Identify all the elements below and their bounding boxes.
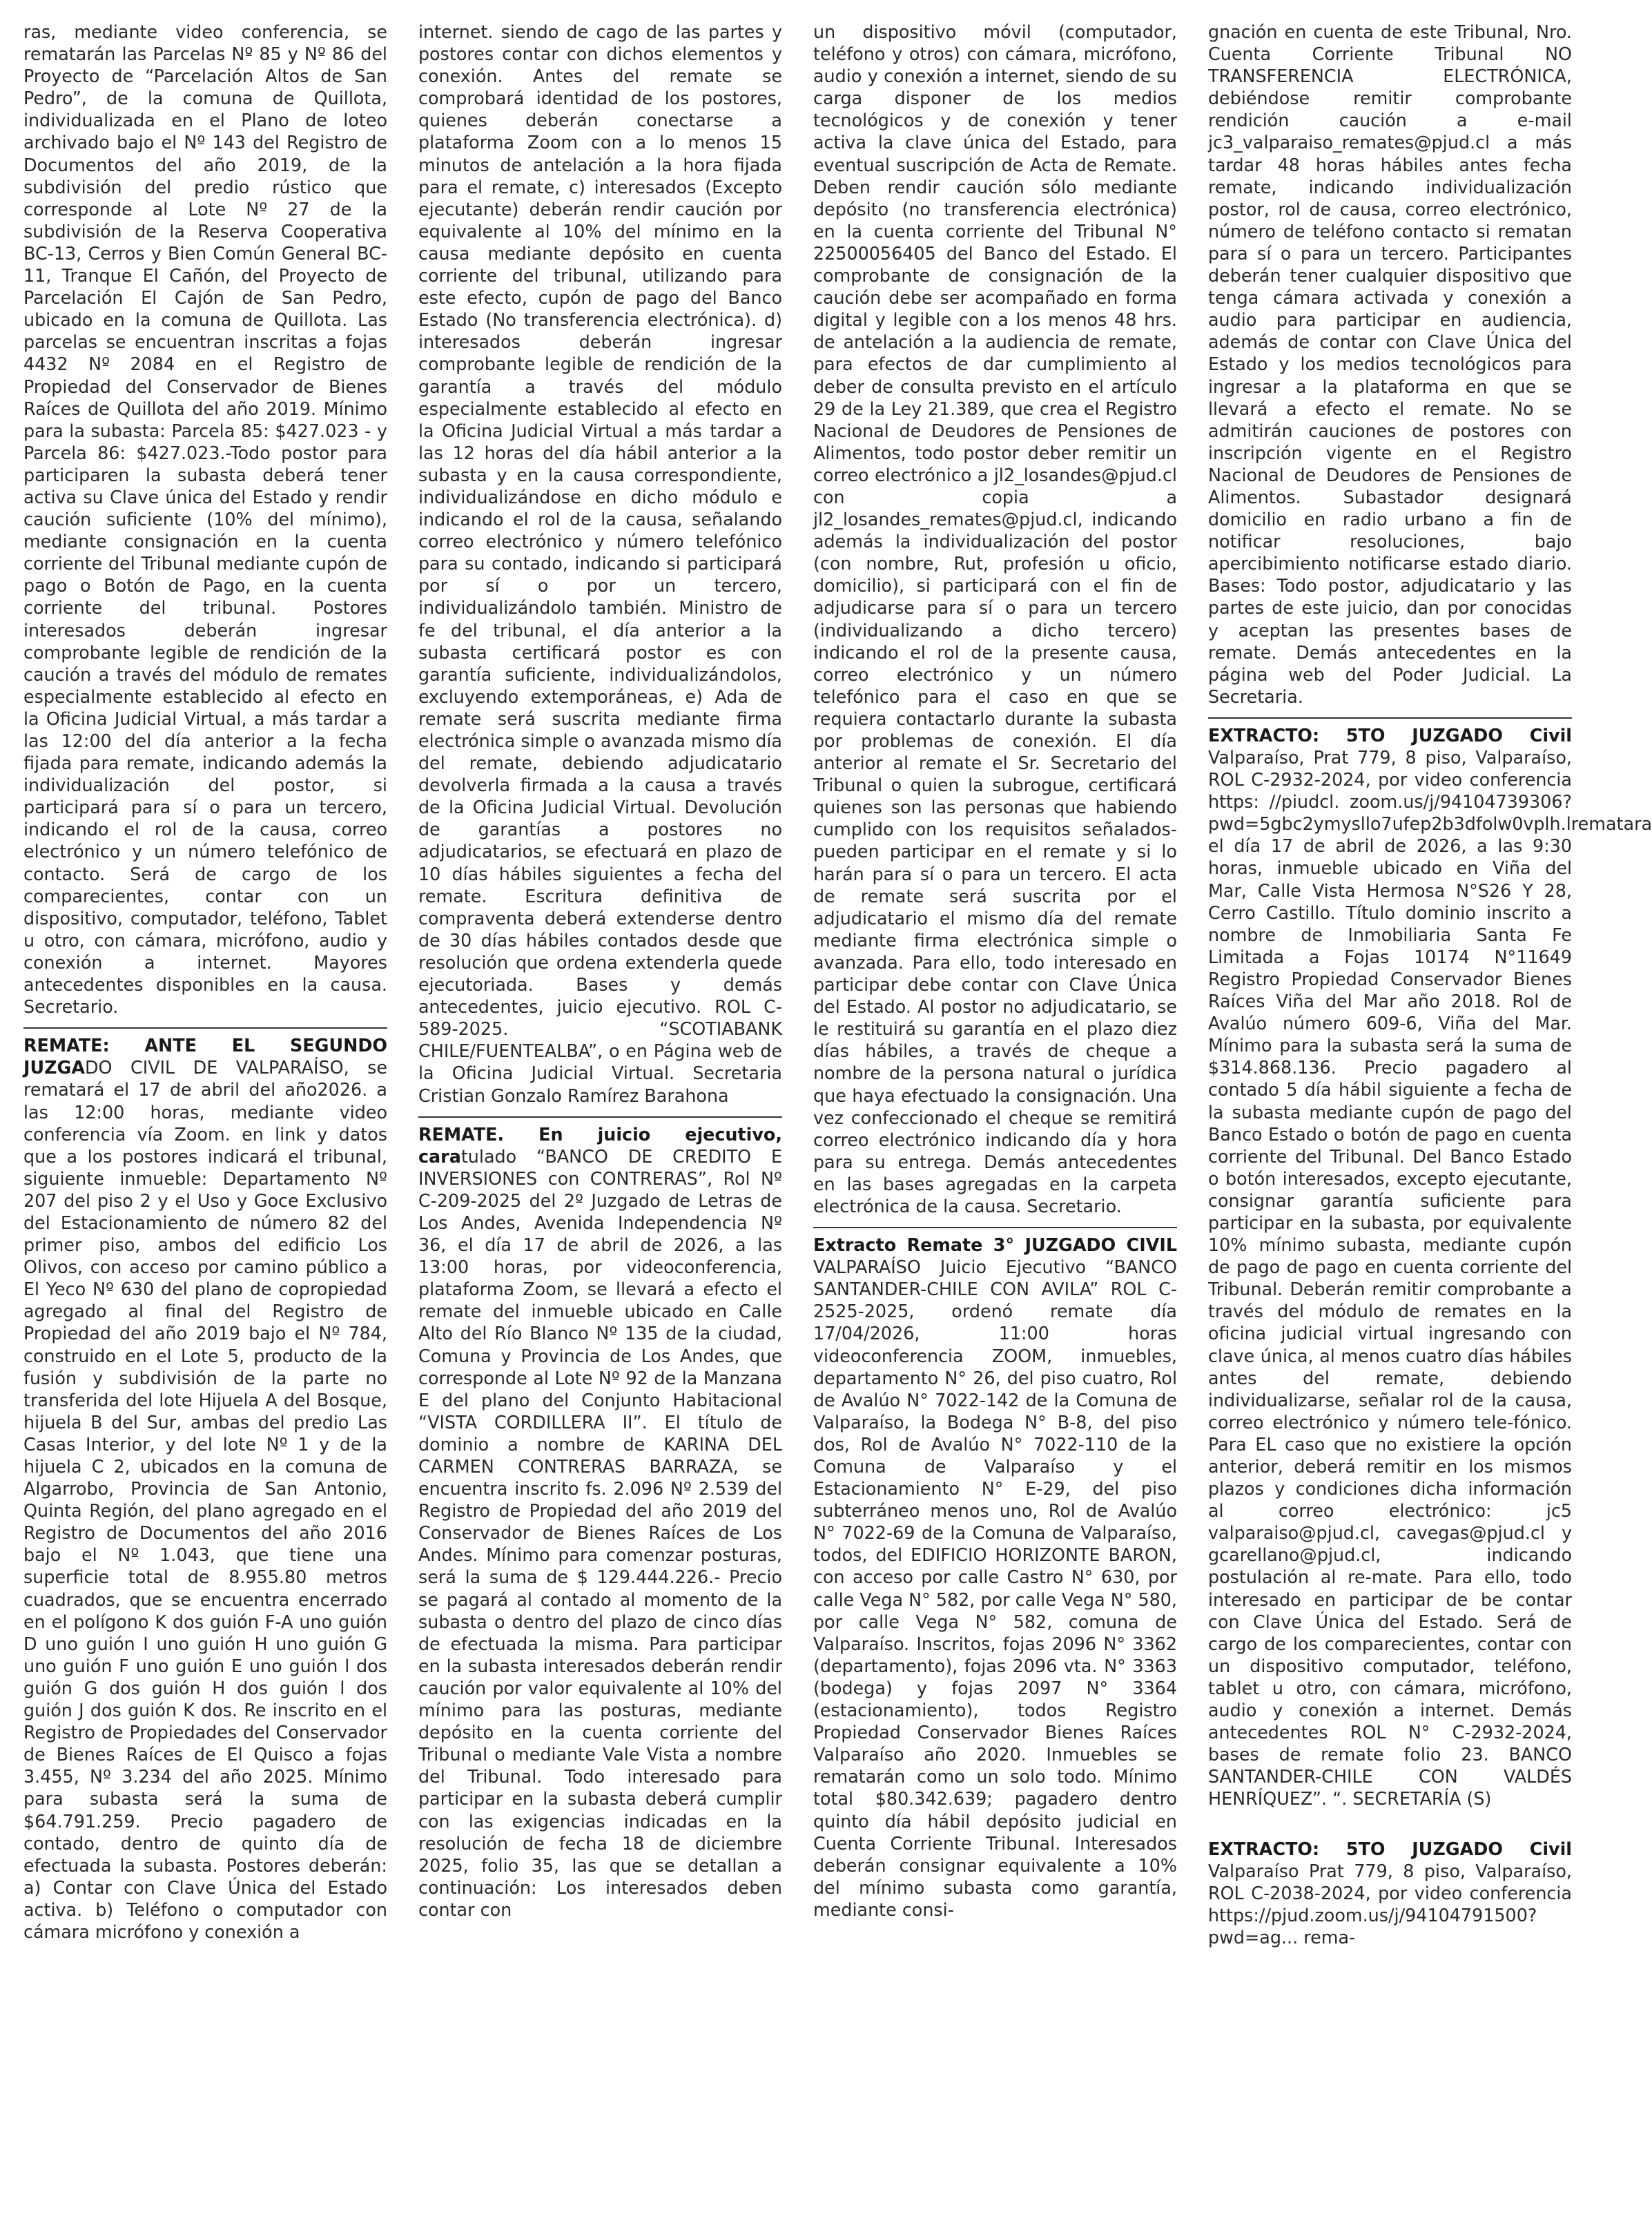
notice-divider xyxy=(1208,717,1572,719)
notice-body: DO CIVIL DE VALPARAÍSO, se rematará el 17 de abril del año2026. a las 12:00 horas, mediante video conferencia vía Zoom. en link y datos que a los postores indicará el tribunal, siguiente inmueble: Departamento Nº 207 del piso 2 y el Uso y Goce Exclusivo del Estacionamiento de número 82 del primer piso, ambos del edificio Los Olivos, con acceso por camino público a El Yeco Nº 630 del plano de copropiedad agregado al final del Registro de Propiedad del año 2019 bajo el Nº 784, construido en el Lote 5, producto de la fusión y subdivisión de la parte no transferida del lote Hijuela A del Bosque, hijuela B del Sur, ambas del predio Las Casas Interior, y del lote Nº 1 y de la hijuela C 2, ubicados en la comuna de Algarrobo, Provincia de San Antonio, Quinta Región, del plano agregado en el Registro de Documentos del año 2016 bajo el Nº 1.043, que tiene una superficie total de 8.955.80 metros cuadrados, que se encuentra encerrado en el polígono K dos guión F-A uno guión D uno guión I uno guión H uno guión G uno guión F uno guión E uno guión l dos guión G dos guión H dos guión l dos guión J dos guión K dos. Re inscrito en el Registro de Propiedades del Conservador de Bienes Raíces de El Quisco a fojas 3.455, Nº 3.234 del año 2025. Mínimo para subasta será la suma de $64.791.259. Precio pagadero de contado, dentro de quinto día de efectuada la subasta. Postores deberán: a) Contar con Clave Única del Estado activa. b) Teléfono o computador con cámara micrófono y conexión a xyxy=(23,1057,387,1942)
notice-paragraph xyxy=(1208,724,1652,1810)
notice-los-andes-continuation xyxy=(813,21,1177,1217)
notice-divider xyxy=(23,1027,387,1029)
notice-spacer xyxy=(1208,1810,1572,1838)
notice-heading: EXTRACTO: 5TO JUZGADO Civil xyxy=(1208,1838,1572,1859)
column-2 xyxy=(418,21,782,2230)
notice-body: internet. siendo de cago de las partes y postores contar con dichos elementos y conexión. Antes del remate se comprobará identidad de los postores, quienes deberán conectarse a plataforma Zoom con a lo menos 15 minutos de antelación a la hora fijada para el remate, c) interesados (Excepto ejecutante) deberán rendir caución por equivalente al 10% del mínimo en la causa mediante depósito en cuenta corriente del tribunal, utilizando para este efecto, cupón de pago del Banco Estado (No transferencia electrónica). d) interesados deberán ingresar comprobante legible de rendición de la garantía a través del módulo especialmente establecido al efecto en la Oficina Judicial Virtual a más tardar a las 12 horas del día hábil anterior a la subasta y en la causa correspondiente, individualizándose en dicho módulo e indicando el rol de la causa, señalando correo electrónico y número telefónico para su contado, indicando si participará por sí o por un tercero, individualizándolo también. Ministro de fe del tribunal, el día anterior a la subasta certificará postor es con garantía suficiente, individualizándolos, excluyendo extemporáneas, e) Ada de remate será suscrita mediante firma electrónica simple o avanzada mismo día del remate, debiendo adjudicatario devolverla firmada a la causa a través de la Oficina Judicial Virtual. Devolución de garantías a postores no adjudicatarios, se efectuará en plazo de 10 días hábiles siguientes a fecha del remate. Escritura definitiva de compraventa deberá extenderse dentro de 30 días hábiles contados desde que resolución que ordena extenderla quede ejecutoriada. Bases y demás antecedentes, juicio ejecutivo. ROL C-589-2025. “SCOTIABANK CHILE/FUENTEALBA”, o en Página web de la Oficina Judicial Virtual. Secretaria Cristian Gonzalo Ramírez Barahona xyxy=(418,21,782,1106)
notice-body: ras, mediante video conferencia, se rematarán las Parcelas Nº 85 y Nº 86 del Proyecto de “Parcelación Altos de San Pedro”, de la comuna de Quillota, individualizada en el Plano de loteo archivado bajo el Nº 143 del Registro de Documentos del año 2019, de la subdivisión del predio rústico que corresponde al Lote Nº 27 de la subdivisión de la Reserva Cooperativa BC-13, Cerros y Bien Común General BC-11, Tranque El Cañón, del Proyecto de Parcelación El Cajón de San Pedro, ubicado en la comuna de Quillota. Las parcelas se encuentran inscritas a fojas 4432 Nº 2084 en el Registro de Propiedad del Conservador de Bienes Raíces de Quillota del año 2019. Mínimo para la subasta: Parcela 85: $427.023 - y Parcela 86: $427.023.-Todo postor para participaren la subasta deberá tener activa su Clave única del Estado y rendir caución suficiente (10% del mínimo), mediante consignación en la cuenta corriente del Tribunal mediante cupón de pago o Botón de Pago, en la cuenta corriente del tribunal. Postores interesados deberán ingresar comprobante legible de rendición de la caución a través del módulo de remates especialmente establecido al efecto en la Oficina Judicial Virtual, a más tardar a las 12:00 del día anterior a la fecha fijada para remate, indicando además la individualización del postor, si participará para sí o para un tercero, indicando el rol de la causa, correo electrónico y un número telefónico de contacto. Será de cargo de los comparecientes, contar con un dispositivo, computador, teléfono, Tablet u otro, con cámara, micrófono, audio y conexión a internet. Mayores antecedentes disponibles en la causa. Secretario. xyxy=(23,21,387,1018)
notice-body: tulado “BANCO DE CREDITO E INVERSIONES con CONTRERAS”, Rol Nº C-209-2025 del 2º Juzgado de Letras de Los Andes, Avenida Independencia Nº 36, el día 17 de abril de 2026, a las 13:00 horas, por videoconferencia, plataforma Zoom, se llevará a efecto el remate del inmueble ubicado en Calle Alto del Río Blanco Nº 135 de la ciudad, Comuna y Provincia de Los Andes, que corresponde al Lote Nº 92 de la Manzana E del plano del Conjunto Habitacional “VISTA CORDILLERA II”. El título de dominio a nombre de KARINA DEL CARMEN CONTRERAS BARRAZA, se encuentra inscrito fs. 2.096 Nº 2.539 del Registro de Propiedad del año 2019 del Conservador de Bienes Raíces de Los Andes. Mínimo para comenzar posturas, será la suma de $ 129.444.226.- Precio se pagará al contado al momento de la subasta o dentro del plazo de cinco días de efectuada la misma. Para participar en la subasta interesados deberán rendir caución por valor equivalente al 10% del mínimo para las posturas, mediante depósito en la cuenta corriente del Tribunal o mediante Vale Vista a nombre del Tribunal. Todo interesado para participar en la subasta deberá cumplir con las exigencias indicadas en la resolución de fecha 18 de diciembre 2025, folio 35, las que se detallan a continuación: Los interesados deben contar con xyxy=(418,1145,782,1920)
notice-quinto-juzgado-c2932 xyxy=(1208,724,1652,1810)
notice-quillota-parcelas xyxy=(23,21,387,1018)
notice-heading: Extracto Remate 3° JUZGADO CIVIL xyxy=(813,1234,1177,1256)
notice-body: Valparaíso, Prat 779, 8 piso, Valparaíso, ROL C-2932-2024, por video conferencia https: //piudcl. zoom.us/j/94104739306?pwd=5gbc2ymysllo7ufep2b3dfolw0vplh.lrematara el día 17 de abril de 2026, a las 9:30 horas, inmueble ubicado en Viña del Mar, Calle Vista Hermosa N°S26 Y 28, Cerro Castillo. Título dominio inscrito a nombre de Inmobiliaria Santa Fe Limitada a Fojas 10174 N°11649 Registro Propiedad Conservador Bienes Raíces Viña del Mar año 2018. Rol de Avalúo número 609-6, Viña del Mar. Mínimo para la subasta será la suma de $314.868.136. Precio pagadero al contado 5 día hábil siguiente a fecha de la subasta mediante cupón de pago del Banco Estado o botón de pago en cuenta corriente del Tribunal. Del Banco Estado o botón interesados, excepto ejecutante, consignar garantía suficiente para participar en la subasta, por equivalente 10% mínimo subasta, mediante cupón de pago de pago en cuenta corriente del Tribunal. Deberán remitir comprobante a través del módulo de remates en la oficina judicial virtual ingresando con clave única, al menos cuatro días hábiles antes del remate, debiendo individualizarse, señalar rol de la causa, correo electrónico y número tele-fónico. Para EL caso que no existiere la opción anterior, deberá remitir en los mismos plazos y condiciones dicha información al correo electrónico: jc5 valparaiso@pjud.cl, cavegas@pjud.cl y gcarellano@pjud.cl, indicando postulación al re-mate. Para ello, todo interesado en participar de be contar con Clave Única del Estado. Será de cargo de los comparecientes, contar con un dispositivo computador, teléfono, tablet u otro, con cámara, micrófono, audio y conexión a internet. Demás antecedentes ROL N° C-2932-2024, bases de remate folio 23. BANCO SANTANDER-CHILE CON VALDÉS HENRÍQUEZ”. “. SECRETARÍA (S) xyxy=(1208,747,1652,1810)
notice-heading: REMATE: ANTE EL SEGUNDO JUZGA xyxy=(23,1035,387,1078)
column-4 xyxy=(1208,21,1652,2230)
notice-divider xyxy=(418,1116,782,1118)
notice-scotiabank-fuentealba xyxy=(418,21,782,1107)
notice-paragraph xyxy=(418,1123,782,1921)
notice-bci-contreras xyxy=(418,1123,782,1921)
column-3 xyxy=(813,21,1177,2230)
notice-divider xyxy=(813,1227,1177,1228)
notice-body: Valparaíso Prat 779, 8 piso, Valparaíso, ROL C-2038-2024, por video conferencia https://pjud.zoom.us/j/94104791500?pwd=ag... rema- xyxy=(1208,1860,1572,1948)
notice-paragraph xyxy=(23,1034,387,1943)
notice-paragraph xyxy=(813,1234,1177,1921)
column-1 xyxy=(23,21,387,2230)
notice-body: VALPARAÍSO Juicio Ejecutivo “BANCO SANTANDER-CHILE CON AVILA” ROL C-2525-2025, ordenó remate día 17/04/2026, 11:00 horas videoconferencia ZOOM, inmuebles, departamento N° 26, del piso cuatro, Rol de Avalúo N° 7022-142 de la Comuna de Valparaíso, la Bodega N° B-8, del piso dos, Rol de Avalúo N° 7022-110 de la Comuna de Valparaíso y el Estacionamiento N° E-29, del piso subterráneo menos uno, Rol de Avalúo N° 7022-69 de la Comuna de Valparaíso, todos, del EDIFICIO HORIZONTE BARON, con acceso por calle Castro N° 630, por calle Vega N° 582, por calle Vega N° 580, por calle Vega N° 582, comuna de Valparaíso. Inscritos, fojas 2096 N° 3362 (departamento), fojas 2096 vta. N° 3363 (bodega) y fojas 2097 N° 3364 (estacionamiento), todos Registro Propiedad Conservador Bienes Raíces Valparaíso año 2020. Inmuebles se rematarán como un solo todo. Mínimo total $80.342.639; pagadero dentro quinto día hábil depósito judicial en Cuenta Corriente Tribunal. Interesados deberán consignar equivalente a 10% del mínimo subasta como garantía, mediante consi- xyxy=(813,1257,1177,1920)
notice-body: un dispositivo móvil (computador, teléfono y otros) con cámara, micrófono, audio y conexión a internet, siendo de su carga disponer de los medios tecnológicos y de conexión y tener activa la clave única del Estado, para eventual suscripción de Acta de Remate. Deben rendir caución sólo mediante depósito (no transferencia electrónica) en la cuenta corriente del Tribunal N° 22500056405 del Banco del Estado. El comprobante de consignación de la caución debe ser acompañado en forma digital y legible con a los menos 48 hrs. de antelación a la audiencia de remate, para efectos de dar cumplimiento al deber de consulta previsto en el artículo 29 de la Ley 21.389, que crea el Registro Nacional de Deudores de Pensiones de Alimentos, todo postor deber remitir un correo electrónico a jl2_losandes@pjud.cl con copia a jl2_losandes_remates@pjud.cl, indicando además la individualización del postor (con nombre, Rut, profesión u oficio, domicilio), si participará con el fin de adjudicarse para sí o para un tercero (individualizando a dicho tercero) indicando el rol de la presente causa, correo electrónico y un número telefónico para el caso en que se requiera contactarlo durante la subasta por problemas de conexión. El día anterior al remate el Sr. Secretario del Tribunal o quien la subrogue, certificará quienes son las personas que habiendo cumplido con los requisitos señalados- pueden participar en el remate y si lo harán para sí o para un tercero. El acta de remate será suscrita por el adjudicatario el mismo día del remate mediante firma electrónica simple o avanzada. Para ello, todo interesado en participar debe contar con Clave Única del Estado. Al postor no adjudicatario, se le restituirá su garantía en el plazo diez días hábiles, a través de cheque a nombre de la persona natural o jurídica que haya efectuado la consignación. Una vez confeccionado el cheque se remitirá correo electrónico indicando día y hora para su entrega. Demás antecedentes en las bases agregadas en la carpeta electrónica de la causa. Secretario. xyxy=(813,21,1177,1216)
notice-paragraph xyxy=(1208,1838,1572,1948)
notice-tercer-juzgado-continuation xyxy=(1208,21,1572,708)
notice-heading: EXTRACTO: 5TO JUZGADO Civil xyxy=(1208,724,1572,746)
notice-heading: REMATE. En juicio ejecutivo, cara xyxy=(418,1123,782,1167)
notice-quinto-juzgado-c2038 xyxy=(1208,1838,1572,1948)
notice-tercer-juzgado-civil xyxy=(813,1234,1177,1921)
notice-body: gnación en cuenta de este Tribunal, Nro. Cuenta Corriente Tribunal NO TRANSFERENCIA ELECTRÓNICA, debiéndose remitir comprobante rendición caución a e-mail jc3_valparaiso_remates@pjud.cl a más tardar 48 horas hábiles antes fecha remate, indicando individualización postor, rol de causa, correo electrónico, número de teléfono contacto si rematan para sí o para un tercero. Participantes deberán tener cualquier dispositivo que tenga cámara activada y conexión a audio para participar en audiencia, además de contar con Clave Única del Estado y los medios tecnológicos para ingresar a la plataforma en que se llevará a efecto el remate. No se admitirán cauciones de postores con inscripción vigente en el Registro Nacional de Deudores de Pensiones de Alimentos. Subastador designará domicilio en radio urbano a fin de notificar resoluciones, bajo apercibimiento notificarse estado diario. Bases: Todo postor, adjudicatario y las partes de este juicio, dan por conocidas y aceptan las presentes bases de remate. Demás antecedentes en la página web del Poder Judicial. La Secretaria. xyxy=(1208,21,1572,707)
notice-segundo-juzgado-valparaiso xyxy=(23,1034,387,1943)
